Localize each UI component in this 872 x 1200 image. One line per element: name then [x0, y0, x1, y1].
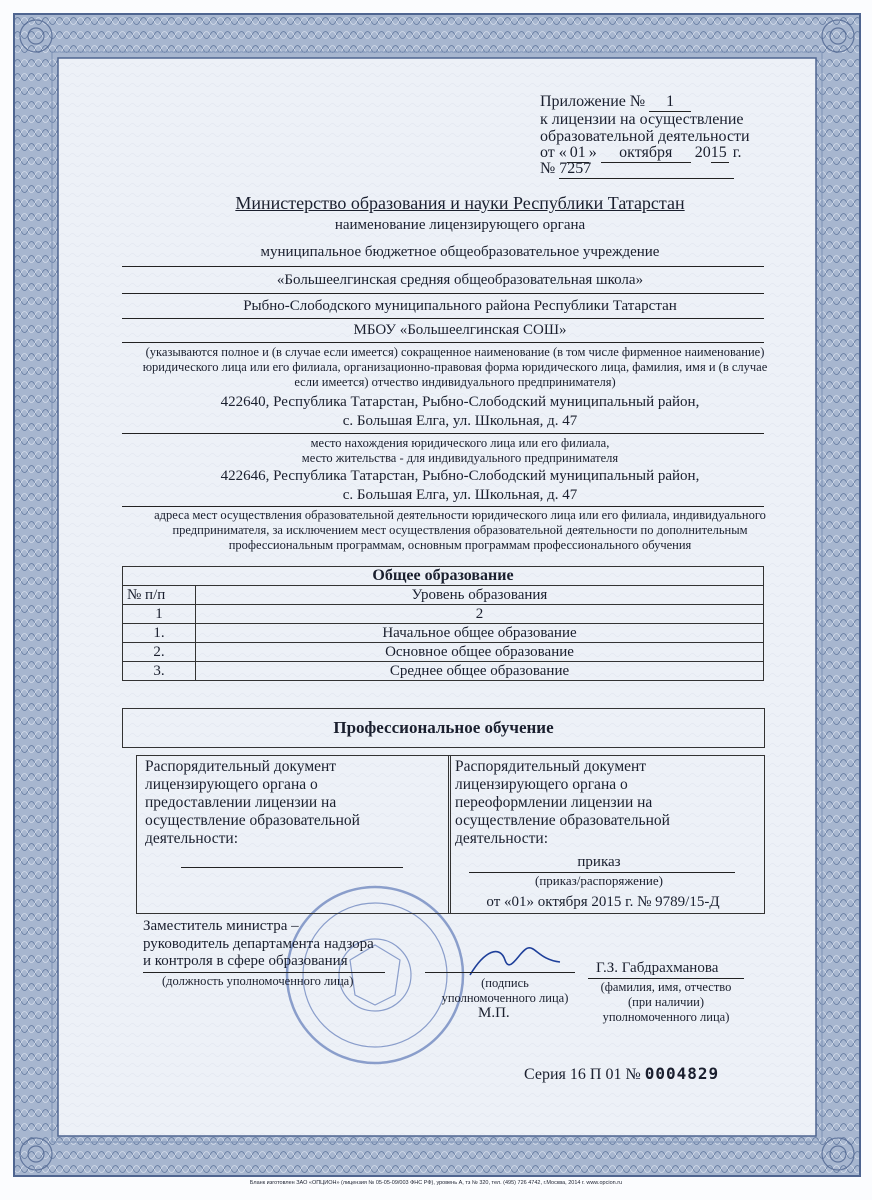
- authority-caption: наименование лицензирующего органа: [334, 217, 586, 233]
- org-line3: Рыбно-Слободского муниципального района Республики Татарстан: [243, 298, 677, 314]
- doc-date-number: от «01» октября 2015 г. № 9789/15-Д: [486, 894, 720, 910]
- annex-year: 15: [710, 144, 727, 161]
- footer-text: Бланк изготовлен ЗАО «ОПЦИОН» (лицензия № 05-05-09/003 ФНС РФ), уровень А, тз № 320, тел. (495) 726 4742, г.Москва, 2014 г. www.opcion.ru: [249, 1180, 623, 1186]
- col-number-header: № п/п: [123, 586, 196, 605]
- signer-name-caption-1: (фамилия, имя, отчество: [600, 980, 732, 994]
- table-header-row: [123, 586, 764, 605]
- education-levels-table: [122, 566, 764, 681]
- signer-position-caption: (должность уполномоченного лица): [162, 974, 354, 988]
- professional-training-title: Профессиональное обучение: [333, 718, 554, 737]
- signer-name-caption-3: уполномоченного лица): [602, 1010, 730, 1024]
- location-caption2: место жительства - для индивидуального предпринимателя: [301, 451, 619, 465]
- location-line1: 422640, Республика Татарстан, Рыбно-Слободский муниципальный район,: [220, 394, 700, 410]
- signer-position-3: и контроля в сфере образования: [143, 953, 348, 969]
- org-caption: (указываются полное и (в случае если имеется) сокращенное наименование (в том числе фирменное наименование) юридического лица или его филиала, организационно-правовая форма юридического лица, фамилия, имя и (в случае если имеется) отчество индивидуального предпринимателя): [142, 345, 768, 389]
- table-row: 3. Среднее общее образование: [123, 662, 764, 681]
- doc-left-box: [136, 755, 451, 914]
- doc-type: приказ: [577, 854, 621, 870]
- signer-position-2: руководитель департамента надзора: [143, 936, 374, 952]
- annex-day: 01: [567, 144, 589, 163]
- annex-month: октября: [601, 144, 691, 163]
- annex-line2: образовательной деятельности: [540, 128, 750, 145]
- location-caption1: место нахождения юридического лица или его филиала,: [310, 436, 610, 450]
- location-line2: с. Большая Елга, ул. Школьная, д. 47: [342, 413, 578, 429]
- org-line1: муниципальное бюджетное общеобразовательное учреждение: [260, 244, 660, 260]
- annex-date: от « 01 » октября 2015 г.: [540, 144, 742, 161]
- signer-position-1: Заместитель министра –: [143, 918, 299, 934]
- sign-caption-2: уполномоченного лица): [441, 991, 569, 1005]
- address-line2: с. Большая Елга, ул. Школьная, д. 47: [342, 487, 578, 503]
- doc-right-box: [448, 755, 765, 914]
- doc-right-text: Распорядительный документ лицензирующего органа о переоформлении лицензии на осуществление образовательной деятельности:: [455, 758, 670, 847]
- col-level-header: Уровень образования: [196, 586, 764, 605]
- general-education-title: Общее образование: [123, 567, 764, 586]
- annex-number: 1: [649, 93, 691, 112]
- stamp-place: М.П.: [478, 1005, 510, 1021]
- table-row: 1. Начальное общее образование: [123, 624, 764, 643]
- series-number: 0004829: [644, 1064, 720, 1083]
- doc-left-text: Распорядительный документ лицензирующего органа о предоставлении лицензии на осуществление образовательной деятельности:: [145, 758, 360, 847]
- doc-type-caption: (приказ/распоряжение): [535, 873, 663, 888]
- series-value: 16 П 01: [569, 1066, 622, 1083]
- signer-name-caption-2: (при наличии): [627, 995, 705, 1009]
- authority-name: Министерство образования и науки Республики Татарстан: [235, 193, 685, 213]
- annex-line1: к лицензии на осуществление: [540, 111, 744, 128]
- professional-training-box: [122, 708, 765, 748]
- table-index-row: 1 2: [123, 605, 764, 624]
- org-line2: «Большеелгинская средняя общеобразовательная школа»: [276, 272, 644, 288]
- sign-caption-1: (подпись: [481, 976, 529, 990]
- table-row: 2. Основное общее образование: [123, 643, 764, 662]
- annex-title: Приложение № 1: [540, 93, 691, 112]
- org-short-name: МБОУ «Большеелгинская СОШ»: [353, 322, 567, 338]
- address-caption: адреса мест осуществления образовательной деятельности юридического лица или его филиала, индивидуального предпринимателя, за исключением мест осуществления образовательной деятельности по дополнительным профессиональным программам, основным программам профессионального обучения: [154, 508, 766, 552]
- address-line1: 422646, Республика Татарстан, Рыбно-Слободский муниципальный район,: [220, 468, 700, 484]
- license-number: № 7257: [540, 160, 734, 179]
- series-line: Серия 16 П 01 № 0004829: [524, 1064, 720, 1083]
- signer-name: Г.З. Габдрахманова: [596, 960, 719, 976]
